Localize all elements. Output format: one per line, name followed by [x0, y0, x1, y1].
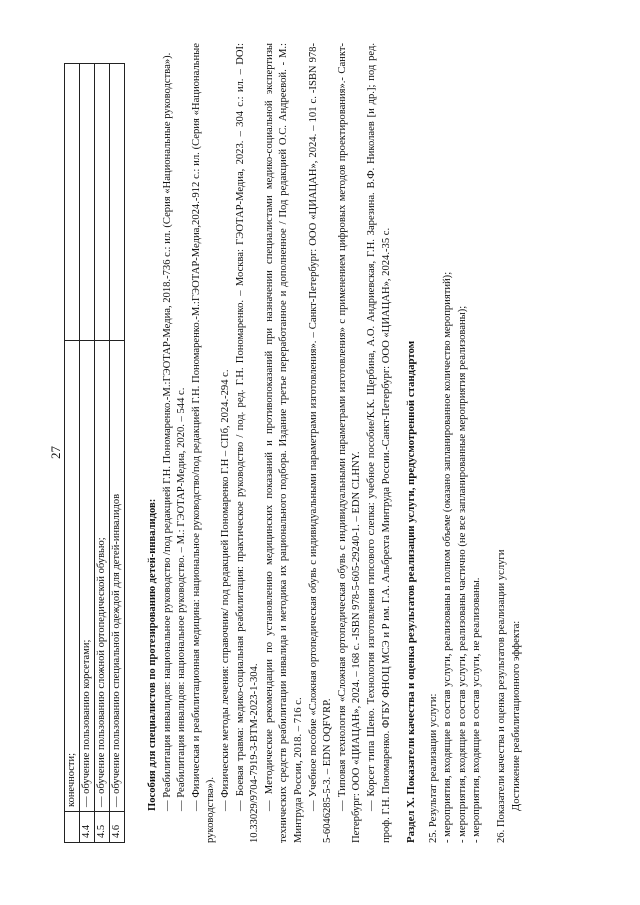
table-row: [95, 64, 110, 843]
table-cell-num: 4.4: [80, 812, 95, 843]
manuals-heading: Пособия для специалистов по протезированию детей-инвалидов:: [147, 498, 158, 811]
indicators-heading: 26. Показатели качества и оценка результатов реализации услуги: [496, 549, 508, 843]
manual-item: — Учебное пособие «Сложная ортопедическая обувь с индивидуальными параметрами изготовления». – Санкт-Петербург: ООО «ЦИАЦАН», 2024. – 101 с. -ISBN 978-5-6046285-5-3. – EDN OQFVRP.: [307, 43, 334, 843]
table-row: [65, 64, 80, 843]
table-cell-text: — обучение пользованию корсетами;: [80, 341, 95, 812]
table-cell-text: — обучение пользованию специальной одеждой для детей-инвалидов: [110, 341, 125, 812]
manual-item: — Физические методы лечения: справочник/ под редакцией Пономаренко Г.Н – СПб, 2024.-294 с.: [219, 369, 231, 811]
table-cell-text: — обучение пользованию сложной ортопедической обувью;: [95, 341, 110, 812]
result-item: - мероприятия, входящие в состав услуги, не реализованы.: [471, 577, 483, 843]
continuation-table: [64, 63, 125, 843]
table-cell-empty: [80, 64, 95, 341]
result-item: - мероприятия, входящие в состав услуги, реализованы в полном объеме (оказано запланированное количество мероприятий);: [442, 271, 454, 843]
document-body: [146, 43, 524, 843]
table-cell-empty: [110, 64, 125, 341]
spacer: [485, 43, 495, 843]
manual-item: — Методические рекомендации по установлению медицинских показаний и противопоказаний при назначении специалистами медико-социальной экспертизы технических средств реабилитации инвалида и методика их рационального подбора. Издание третье переработанное и дополненное / Под редакцией О.С. Андреевой. - М.: Минтруда России, 2018. – 716 с.: [263, 43, 304, 843]
manual-item: — Боевая травма: медико-социальная реабилитация: практическое руководство / под. ред. Г.Н. Пономаренко. – Москва: ГЭОТАР-Медиа, 2023. – 304 с.: ил. – DOI: 10.33029/9704-7919-3-BTM-2023-1-304.: [234, 43, 261, 843]
manual-item: — Реабилитация инвалидов: национальное руководство. – М.: ГЭОТАР-Медиа, 2020. – 544 с.: [176, 387, 188, 811]
manual-item: — Реабилитация инвалидов: национальное руководство /под редакцией Г.Н. Пономаренко.-М.:ГЭОТАР-Медиа, 2018.-736 с.: ил. (Серия «Национальные руководства»).: [161, 52, 173, 811]
table-cell-num: [65, 812, 80, 843]
result-item: - мероприятия, входящие в состав услуги, реализованы частично (не все запланированные мероприятия реализованы);: [456, 305, 468, 843]
table-cell-empty: [65, 64, 80, 341]
table-cell-num: 4.6: [110, 812, 125, 843]
page-number: 27: [48, 446, 63, 459]
section-title: Раздел X. Показатели качества и оценка результатов реализации услуги, предусмотренной стандартом: [405, 340, 418, 843]
results-heading: 25. Результат реализации услуги:: [427, 693, 439, 843]
manual-item: — Типовая технология «Сложная ортопедическая обувь с индивидуальными параметрами изготовления» с применением цифровых методов проектирования».- Санкт-Петербург: ООО «ЦИАЦАН», 2024. – 168 с. -ISBN 978-5-605-29240-1. – EDN CLHNY.: [336, 43, 363, 843]
manual-item: — Корсет типа Шено. Технология изготовления гипсового слепка: учебное пособие/К.К. Щербина, А.О. Андриевская, Г.Н. Зарезина. В.Ф. Николаев [и др.]; под ред. проф. Г.Н. Пономаренко. ФГБУ ФНОЦ МСЭ и Р им. Г.А. Альбрехта Минтруда России.-Санкт-Петербург: ООО «ЦИАЦАН», 2024.-35 с.: [365, 43, 392, 843]
indicators-line: Достижение реабилитационного эффекта:: [510, 620, 522, 811]
table-cell-num: 4.5: [95, 812, 110, 843]
manual-item: — Физическая и реабилитационная медицина: национальное руководство/под редакцией Г.Н. Пономаренко.-М.:ГЭОТАР-Медиа,2024.-912 с.: ил. (Серия «Национальные руководства»).: [190, 43, 217, 843]
table-row: [80, 64, 95, 843]
table-cell-empty: [95, 64, 110, 341]
table-row: [110, 64, 125, 843]
table-cell-text: конечности;: [65, 341, 80, 812]
